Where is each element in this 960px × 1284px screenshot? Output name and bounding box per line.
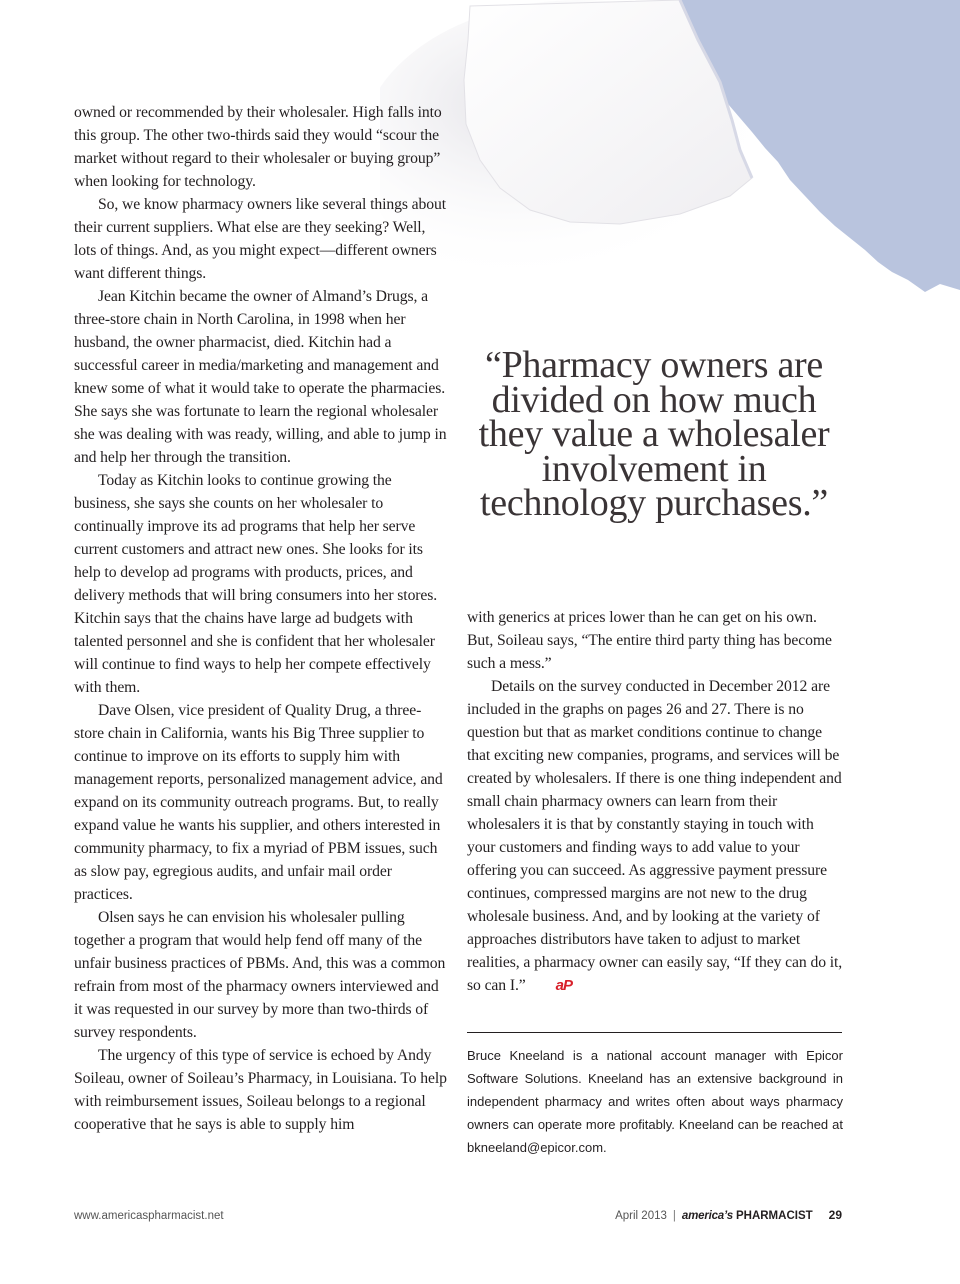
paragraph: Jean Kitchin became the owner of Almand’s Drugs, a three-store chain in North Carolina, in 1998 when her husband, the owner pharmacist, died. Kitchin had a successful career in media/marketing and management and knew some of what it would take to operate the pharmacies. She says she was fortunate to learn the regional wholesaler she was dealing with was ready, willing, and able to jump in and help her through the transition. (74, 288, 447, 466)
paragraph: Today as Kitchin looks to continue growing the business, she says she counts on her wholesaler to continually improve its ad programs that help her serve current customers and attract new ones. She looks for its help to develop ad programs with products, prices, and delivery methods that will bring consumers into her stores. Kitchin says that the chains have large ad budgets with talented personnel and she is confident that her wholesaler will continue to find ways to help her compete effectively with them. (74, 472, 438, 696)
paragraph: owned or recommended by their wholesaler. High falls into this group. The other two-thirds said they would “scour the market without regard to their wholesaler or buying group” when looking for technology. (74, 104, 442, 190)
paragraph: The urgency of this type of service is echoed by Andy Soileau, owner of Soileau’s Pharmacy, in Louisiana. To help with reimbursement issues, Soileau belongs to a regional cooperative that he says is able to supply him (74, 1047, 447, 1133)
footer-folio (615, 1208, 842, 1222)
magazine-brand (682, 1210, 813, 1222)
right-article-column (467, 606, 845, 997)
footer-website-url[interactable]: www.americaspharmacist.net (74, 1210, 224, 1222)
brand-prefix: america’s (681, 1210, 733, 1222)
issue-date: April 2013 (615, 1210, 667, 1222)
end-mark-logo: aP (555, 977, 573, 994)
left-article-column (74, 101, 450, 1136)
paragraph: Olsen says he can envision his wholesaler pulling together a program that would help fend off many of the unfair business practices of PBMs. And, this was a common refrain from most of the pharmacy owners interviewed and it was requested in our survey by more than two-thirds of survey respondents. (74, 909, 446, 1041)
brand-suffix: PHARMACIST (735, 1210, 813, 1222)
paragraph: So, we know pharmacy owners like several things about their current suppliers. What else are they seeking? Well, lots of things. And, as you might expect—different owners want different things. (74, 196, 447, 282)
page-number: 29 (828, 1208, 842, 1222)
folio-separator: | (672, 1210, 676, 1222)
torn-paper-illustration (380, 0, 960, 320)
bio-divider (467, 1032, 842, 1033)
author-bio: Bruce Kneeland is a national account manager with Epicor Software Solutions. Kneeland has an extensive background in independent pharmacy and writes often about ways pharmacy owners can operate more profitably. Kneeland can be reached at bkneeland@epicor.com. (467, 1048, 843, 1155)
paragraph-text: Details on the survey conducted in December 2012 are included in the graphs on pages 26 and 27. There is no question but that as market conditions continue to change that exciting new companies, programs, and services will be created by wholesalers. If there is one thing independent and small chain pharmacy owners can learn from their wholesalers it is that by constantly staying in touch with your customers and finding ways to add value to your offering you can succeed. As aggressive payment pressure continues, compressed margins are not new to the drug wholesale business. And, and by looking at the variety of approaches distributors have taken to adjust to market realities, a pharmacy owner can easily say, “If they can do it, so can I.” (467, 678, 843, 994)
paragraph: Dave Olsen, vice president of Quality Drug, a three-store chain in California, wants his Big Three supplier to continue to improve on its efforts to supply him with management reports, personalized management advice, and expand on its community outreach programs. But, to really expand value he wants his supplier, and others interested in community pharmacy, to fix a myriad of PBM issues, such as slow pay, egregious audits, and unfair mail order practices. (74, 702, 443, 903)
paragraph (467, 675, 845, 997)
pull-quote: “Pharmacy owners are divided on how much they value a wholesaler involvement in technology purchases.” (478, 344, 830, 524)
paragraph: with generics at prices lower than he can get on his own. But, Soileau says, “The entire third party thing has become such a mess.” (467, 609, 832, 672)
